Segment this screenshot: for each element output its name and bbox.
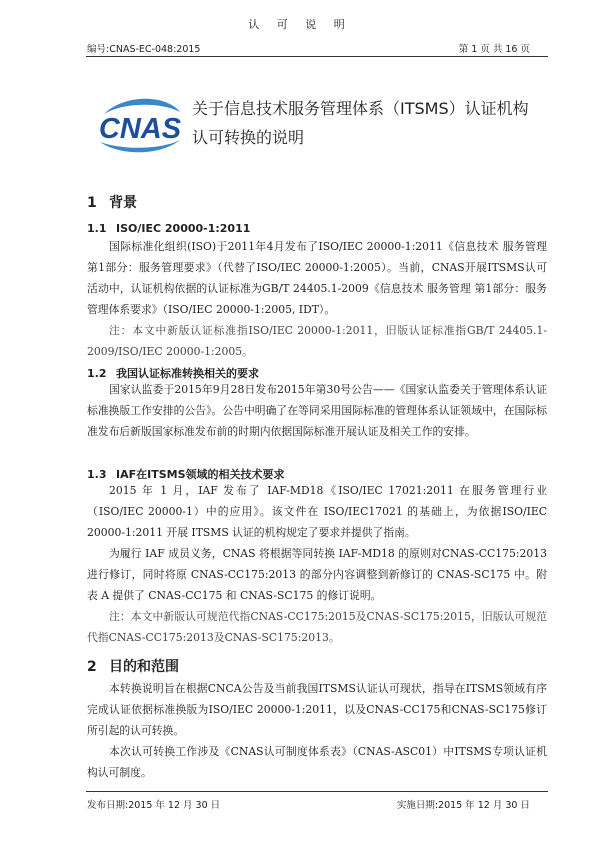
section-number: 1.2: [87, 367, 107, 380]
section-2-heading: [87, 656, 179, 676]
section-title: 目的和范围: [109, 659, 179, 675]
section-2-paragraph-2: 本次认可转换工作涉及《CNAS认可制度体系表》（CNAS-ASC01）中ITSMS专项认证机构认可制度。: [87, 745, 547, 779]
header-title: 认 可 说 明: [248, 18, 352, 31]
section-1-3-paragraph-1: 2015 年 1 月，IAF 发布了 IAF-MD18《ISO/IEC 17021:2011 在服务管理行业（ISO/IEC 20000-1）中的应用》。该文件在 ISO/IEC17021 的基础上，为依据ISO/IEC 20000-1:2011 开展 ITSMS 认证的机构规定了要求并提供了指南。: [87, 484, 547, 539]
section-1-heading: [87, 192, 137, 212]
section-1-1-heading: [87, 222, 250, 235]
logo-text: CNAS: [98, 113, 182, 145]
effective-date: 实施日期:2015 年 12 月 30 日: [396, 800, 530, 811]
section-number: 1: [87, 195, 97, 211]
document-title-line2: 认可转换的说明: [192, 128, 305, 147]
section-1-3-note: 注：本文中新版认可规范代指CNAS-CC175:2015及CNAS-SC175:2015，旧版认可规范代指CNAS-CC175:2013及CNAS-SC175:2013。: [87, 610, 547, 644]
section-1-1-paragraph: 国际标准化组织(ISO)于2011年4月发布了ISO/IEC 20000-1:2011《信息技术 服务管理 第1部分：服务管理要求》（代替了ISO/IEC 20000-1:2005）。当前，CNAS开展ITSMS认可活动中，认证机构依据的认证标准为GB/T 24405.1-2009《信息技术 服务管理 第1部分：服务管理体系要求》（ISO/IEC 20000-1:2005, IDT）。: [87, 240, 547, 316]
cnas-logo: [94, 92, 186, 158]
section-1-2-paragraph: 国家认监委于2015年9月28日发布2015年第30号公告——《国家认监委关于管理体系认证标准换版工作安排的公告》。公告中明确了在等同采用国际标准的管理体系认证领域中，在国际标准发布后新版国家标准发布前的时期内依据国际标准开展认证及相关工作的安排。: [87, 383, 547, 438]
document-title: [192, 94, 552, 152]
document-code: 编号:CNAS-EC-048:2015: [87, 44, 201, 55]
issue-date: 发布日期:2015 年 12 月 30 日: [87, 800, 221, 811]
section-2-paragraph-1: 本转换说明旨在根据CNCA公告及当前我国ITSMS认证认可现状，指导在ITSMS领域有序完成认证依据标准换版为ISO/IEC 20000-1:2011，以及CNAS-CC175和CNAS-SC175修订所引起的认可转换。: [87, 682, 547, 737]
section-title: IAF在ITSMS领域的相关技术要求: [116, 468, 285, 481]
header-rule: [86, 56, 548, 57]
section-title: 我国认证标准转换相关的要求: [116, 367, 259, 380]
section-number: 2: [87, 659, 97, 675]
footer-rule: [86, 791, 548, 792]
section-number: 1.3: [87, 468, 107, 481]
section-1-3-paragraph-2: 为履行 IAF 成员义务，CNAS 将根据等同转换 IAF-MD18 的原则对CNAS-CC175:2013 进行修订，同时将原 CNAS-CC175:2013 的部分内容调整到新修订的 CNAS-SC175 中。附表 A 提供了 CNAS-CC175 和 CNAS-SC175 的修订说明。: [87, 547, 547, 602]
cnas-logo-graphic: [94, 92, 186, 158]
document-title-line1: 关于信息技术服务管理体系（ITSMS）认证机构: [192, 99, 529, 118]
section-title: ISO/IEC 20000-1:2011: [116, 222, 251, 235]
page-indicator: 第 1 页 共 16 页: [458, 44, 530, 55]
section-number: 1.1: [87, 222, 107, 235]
section-1-1-note: 注：本文中新版认证标准指ISO/IEC 20000-1:2011，旧版认证标准指GB/T 24405.1-2009/ISO/IEC 20000-1:2005。: [87, 324, 547, 358]
section-title: 背景: [109, 195, 137, 211]
